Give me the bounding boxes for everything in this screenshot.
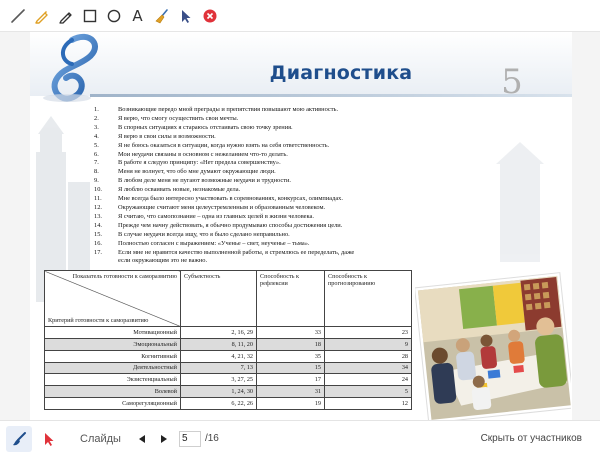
statement-number: 9. xyxy=(94,177,99,185)
statement-number: 14. xyxy=(94,221,102,229)
row-label-cell: Саморегуляционный xyxy=(45,398,181,410)
infinity-logo xyxy=(32,32,102,106)
statement-item xyxy=(94,222,552,231)
statement-text: Я верю в свои силы и возможности. xyxy=(118,132,216,140)
statement-item xyxy=(94,249,552,258)
statement-text: Я люблю осваивать новые, незнакомые дела. xyxy=(118,186,241,194)
statement-text: В работе я следую принципу: «Нет предела совершенству». xyxy=(118,159,281,167)
pen-icon xyxy=(58,8,74,24)
column-header: Субъектность xyxy=(181,271,257,327)
row-label-cell: Эмоциональный xyxy=(45,338,181,350)
row-label-cell: Деятельностный xyxy=(45,362,181,374)
slide-number: 5 xyxy=(501,62,523,102)
statement-number: 17. xyxy=(94,248,102,256)
table-cell: 4, 21, 32 xyxy=(181,350,257,362)
table-row xyxy=(45,398,412,410)
presentation-controls xyxy=(0,420,600,456)
table-cell: 1, 24, 30 xyxy=(181,386,257,398)
statement-number: 12. xyxy=(94,203,102,211)
annotation-toolbar xyxy=(0,0,600,32)
table-cell: 8, 11, 20 xyxy=(181,338,257,350)
statement-item xyxy=(94,231,552,240)
total-pages: /16 xyxy=(204,433,219,444)
statement-number: 2. xyxy=(94,114,99,122)
statement-text: В любом деле меня не пугают возможные неудачи и трудности. xyxy=(118,177,292,185)
table-cell: 33 xyxy=(257,327,325,339)
pen-tool[interactable] xyxy=(54,3,77,29)
classroom-photo xyxy=(415,270,571,420)
statement-number: 7. xyxy=(94,159,99,167)
statement-item xyxy=(94,257,552,266)
pointer-tool[interactable] xyxy=(174,3,197,29)
table-cell: 6, 22, 26 xyxy=(181,398,257,410)
rectangle-icon xyxy=(82,8,98,24)
statement-number: 5. xyxy=(94,141,99,149)
annotate-toggle-button[interactable] xyxy=(6,426,32,452)
statement-text: В случае неудачи всегда ищу, что я было сделано неправильно. xyxy=(118,230,290,238)
statement-number: 3. xyxy=(94,123,99,131)
statement-text: Я верю, что смогу осуществить свои мечты. xyxy=(118,114,239,122)
diagonal-header-cell xyxy=(45,271,181,327)
statement-text: Я не боюсь оказаться в ситуации, когда нужно взять на себя ответственность. xyxy=(118,141,330,149)
table-cell: 23 xyxy=(325,327,412,339)
table-cell: 5 xyxy=(325,386,412,398)
ellipse-icon xyxy=(106,8,122,24)
row-label-cell: Волевой xyxy=(45,386,181,398)
slide-title: Диагностика xyxy=(269,62,413,84)
statement-text: Мне всегда было интересно участвовать в соревнованиях, конкурсах, олимпиадах. xyxy=(118,195,343,203)
statement-number xyxy=(94,257,118,266)
table-row xyxy=(45,327,412,339)
highlighter-icon xyxy=(34,8,50,24)
statement-item xyxy=(94,133,552,142)
slide-canvas xyxy=(30,32,572,420)
table-cell: 7, 13 xyxy=(181,362,257,374)
table-cell: 28 xyxy=(325,350,412,362)
brush-icon xyxy=(11,431,27,447)
statement-number: 16. xyxy=(94,239,102,247)
statement-item xyxy=(94,159,552,168)
previous-slide-button[interactable] xyxy=(133,426,151,452)
table-row xyxy=(45,338,412,350)
table-row xyxy=(45,374,412,386)
eraser-tool[interactable] xyxy=(150,3,173,29)
row-label-cell: Мотивационный xyxy=(45,327,181,339)
statement-item xyxy=(94,213,552,222)
table-cell: 19 xyxy=(257,398,325,410)
clear-icon xyxy=(202,8,218,24)
table-cell: 2, 16, 29 xyxy=(181,327,257,339)
statement-item xyxy=(94,106,552,115)
table-cell: 35 xyxy=(257,350,325,362)
statement-text: Возникающие передо мной преграды и препятствия повышают мою активность. xyxy=(118,106,339,113)
laser-pointer-button[interactable] xyxy=(38,426,60,452)
cursor-icon xyxy=(178,8,194,24)
statement-item xyxy=(94,204,552,213)
row-label-cell: Когнитивный xyxy=(45,350,181,362)
table-header-row xyxy=(45,271,412,327)
statement-item xyxy=(94,195,552,204)
statement-number: 1. xyxy=(94,106,99,113)
statement-text: Меня не волнует, что обо мне думают окружающие люди. xyxy=(118,168,276,176)
statement-text: Полностью согласен с выражением: «Ученье – свет, неученье – тьма». xyxy=(118,239,310,247)
statement-text: Если мне не нравится качество выполненной работы, я стремлюсь ее переделать, даже xyxy=(118,248,355,256)
statement-number: 10. xyxy=(94,186,102,194)
highlighter-tool[interactable] xyxy=(30,3,53,29)
statement-number: 4. xyxy=(94,132,99,140)
statement-number: 11. xyxy=(94,195,102,203)
statement-item xyxy=(94,142,552,151)
statement-item xyxy=(94,177,552,186)
text-icon: A xyxy=(132,6,143,25)
statement-item xyxy=(94,240,552,249)
statement-text: В спорных ситуациях я стараюсь отстаивать свою точку зрения. xyxy=(118,123,293,131)
table-cell: 9 xyxy=(325,338,412,350)
table-cell: 24 xyxy=(325,374,412,386)
table-cell: 3, 27, 25 xyxy=(181,374,257,386)
statement-number: 15. xyxy=(94,230,102,238)
table-row xyxy=(45,362,412,374)
triangle-left-icon xyxy=(137,434,147,444)
column-header: Способность к прогнозированию xyxy=(325,271,412,327)
statement-text: Я считаю, что самопознание – одна из главных целей в жизни человека. xyxy=(118,212,314,220)
table-cell: 17 xyxy=(257,374,325,386)
line-tool[interactable] xyxy=(6,3,29,29)
statement-item xyxy=(94,115,552,124)
row-label-cell: Экзистенциальный xyxy=(45,374,181,386)
table-cell: 15 xyxy=(257,362,325,374)
rectangle-tool[interactable] xyxy=(78,3,101,29)
clear-tool[interactable] xyxy=(198,3,221,29)
statement-text: Прежде чем начну действовать, я обычно продумываю способы достижения цели. xyxy=(118,221,343,229)
next-slide-button[interactable] xyxy=(155,426,173,452)
triangle-right-icon xyxy=(159,434,169,444)
table-cell: 18 xyxy=(257,338,325,350)
page-number-input[interactable] xyxy=(179,431,201,447)
slides-label[interactable]: Слайды xyxy=(80,432,121,445)
broom-icon xyxy=(154,8,170,24)
statement-text: Окружающие считают меня целеустремленным и образованным человеком. xyxy=(118,203,326,211)
hide-from-participants-button[interactable]: Скрыть от участников xyxy=(480,433,582,444)
cursor-icon xyxy=(42,431,56,447)
table-cell: 12 xyxy=(325,398,412,410)
column-header: Способность к рефлексии xyxy=(257,271,325,327)
statement-item xyxy=(94,124,552,133)
line-icon xyxy=(10,8,26,24)
table-cell: 34 xyxy=(325,362,412,374)
table-row xyxy=(45,386,412,398)
statement-number: 8. xyxy=(94,168,99,176)
statement-number: 13. xyxy=(94,212,102,220)
readiness-table xyxy=(44,270,412,410)
table-cell: 31 xyxy=(257,386,325,398)
statement-list xyxy=(94,106,552,266)
table-row xyxy=(45,350,412,362)
ellipse-tool[interactable] xyxy=(102,3,125,29)
statement-item xyxy=(94,151,552,160)
text-tool[interactable] xyxy=(126,3,149,29)
statement-text: Мои неудачи связаны в основном с нежеланием что-то делать. xyxy=(118,150,288,158)
header-criterion-label: Критерий готовности к саморазвитию xyxy=(48,317,149,324)
statement-text: если окружающим это не важно. xyxy=(118,257,208,265)
header-indicator-label: Показатель готовности к саморазвитию xyxy=(72,273,177,280)
statement-item xyxy=(94,168,552,177)
statement-item xyxy=(94,186,552,195)
statement-number: 6. xyxy=(94,150,99,158)
